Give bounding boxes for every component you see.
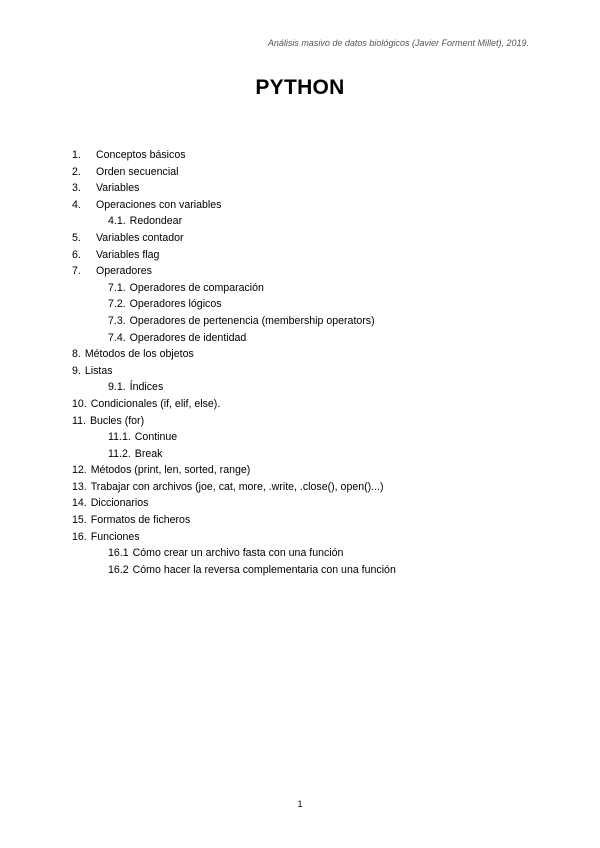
toc-entry-number: 12. <box>72 464 87 477</box>
toc-entry-number: 5. <box>72 231 81 244</box>
toc-entry-label: Operadores de identidad <box>129 331 247 344</box>
toc-entry-label: Métodos (print, len, sorted, range) <box>90 464 251 477</box>
toc-entry-number: 6. <box>72 248 81 261</box>
toc-entry <box>72 429 532 446</box>
toc-entry-number: 1. <box>72 149 81 161</box>
toc-entry-label: Variables contador <box>96 231 184 244</box>
toc-entry-number: 9. <box>72 364 81 377</box>
toc-entry-label: Operadores lógicos <box>129 298 222 311</box>
toc-entry-number: 7.3. <box>108 314 126 327</box>
toc-entry-number: 13. <box>72 480 87 493</box>
toc-entry-label: Cómo crear un archivo fasta con una función <box>132 547 344 560</box>
toc-entry-label: Continue <box>134 431 178 444</box>
toc-entry-label: Diccionarios <box>90 497 149 510</box>
toc-entry <box>72 396 532 413</box>
toc-entry <box>72 479 532 496</box>
toc-entry-number: 11.2. <box>108 447 131 460</box>
toc-entry-label: Operaciones con variables <box>96 198 222 211</box>
toc-entry-label: Índices <box>129 381 164 394</box>
toc-entry-number: 15. <box>72 514 87 527</box>
toc-entry <box>72 230 532 247</box>
toc-entry-label: Bucles (for) <box>89 414 145 427</box>
toc-entry <box>72 280 532 297</box>
toc-entry-number: 2. <box>72 165 81 178</box>
toc-entry-number: 16. <box>72 530 87 543</box>
toc-entry-label: Formatos de ficheros <box>90 514 191 527</box>
toc-entry-label: Condicionales (if, elif, else). <box>90 397 221 410</box>
toc-entry-label: Funciones <box>90 530 140 543</box>
toc-entry-label: Trabajar con archivos (joe, cat, more, .write, .close(), open()...) <box>90 480 384 493</box>
toc-entry-number: 7.4. <box>108 331 126 344</box>
toc-entry <box>72 495 532 512</box>
toc-entry-label: Cómo hacer la reversa complementaria con una función <box>132 563 396 576</box>
toc-entry <box>72 363 532 380</box>
toc-entry <box>72 147 532 164</box>
toc-entry <box>72 330 532 347</box>
toc-entry-number: 3. <box>72 182 81 195</box>
toc-entry <box>72 213 532 230</box>
header-citation: Análisis masivo de datos biológicos (Javier Forment Millet), 2019. <box>267 38 529 48</box>
toc-entry <box>72 346 532 363</box>
toc-entry-number: 4.1. <box>108 215 126 228</box>
toc-entry-label: Operadores de comparación <box>129 281 264 294</box>
table-of-contents <box>72 147 532 578</box>
toc-entry <box>72 462 532 479</box>
toc-entry-number: 16.1 <box>108 547 129 560</box>
toc-entry-number: 11. <box>72 414 86 427</box>
toc-entry-label: Variables flag <box>96 248 160 261</box>
toc-entry-number: 7. <box>72 265 81 278</box>
page-number: 1 <box>297 799 303 809</box>
toc-entry <box>72 545 532 562</box>
toc-entry <box>72 512 532 529</box>
toc-entry <box>72 313 532 330</box>
toc-entry <box>72 164 532 181</box>
toc-entry <box>72 296 532 313</box>
toc-entry-label: Métodos de los objetos <box>84 348 194 361</box>
toc-entry-number: 11.1. <box>108 431 131 444</box>
toc-entry-label: Conceptos básicos <box>96 149 186 161</box>
toc-entry <box>72 197 532 214</box>
toc-entry-label: Redondear <box>129 215 183 228</box>
toc-entry-number: 9.1. <box>108 381 126 394</box>
toc-entry <box>72 413 532 430</box>
toc-entry <box>72 263 532 280</box>
toc-entry <box>72 180 532 197</box>
toc-entry <box>72 379 532 396</box>
page-title: PYTHON <box>255 76 345 99</box>
toc-entry-label: Operadores <box>96 265 152 278</box>
toc-entry-number: 4. <box>72 198 81 211</box>
toc-entry-label: Operadores de pertenencia (membership operators) <box>129 314 375 327</box>
toc-entry-number: 14. <box>72 497 87 510</box>
toc-entry-number: 7.2. <box>108 298 126 311</box>
toc-entry-label: Break <box>134 447 163 460</box>
toc-entry-label: Orden secuencial <box>96 165 179 178</box>
toc-entry <box>72 247 532 264</box>
toc-entry-number: 8. <box>72 348 81 361</box>
toc-entry-number: 16.2 <box>108 563 129 576</box>
toc-entry-label: Variables <box>96 182 140 195</box>
toc-entry <box>72 529 532 546</box>
toc-entry-label: Listas <box>84 364 113 377</box>
toc-entry-number: 10. <box>72 397 87 410</box>
toc-entry <box>72 562 532 579</box>
toc-entry <box>72 446 532 463</box>
toc-entry-number: 7.1. <box>108 281 126 294</box>
